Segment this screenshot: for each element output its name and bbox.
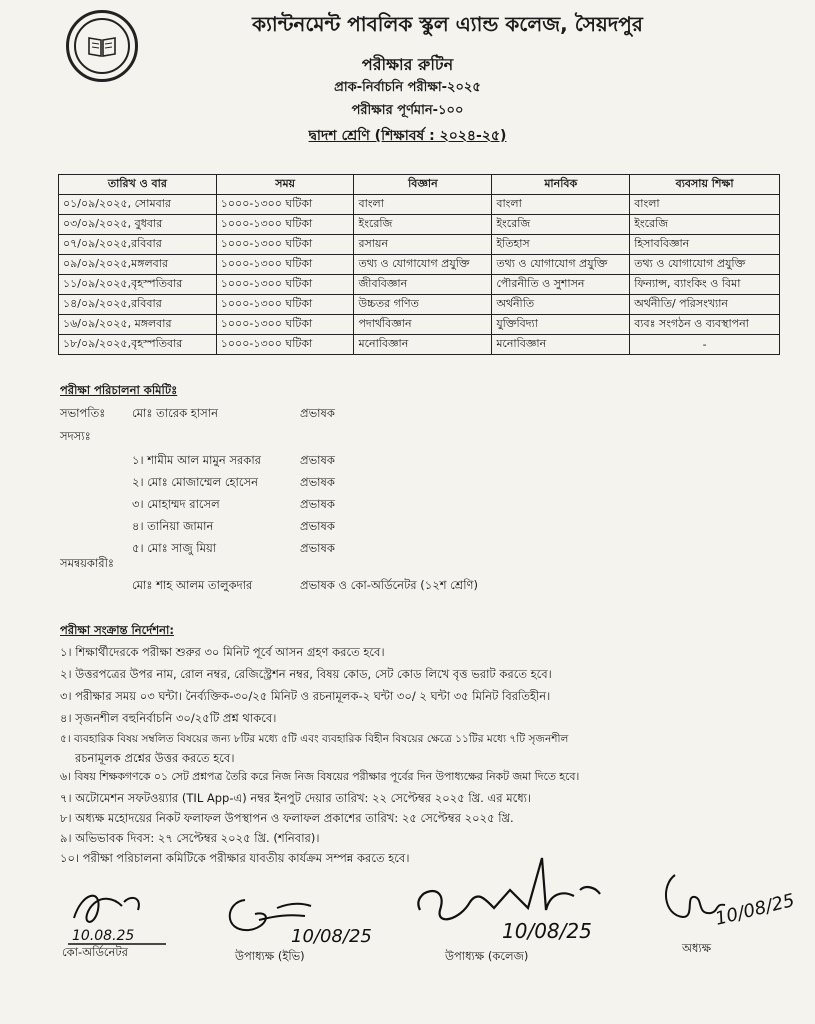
signature-date: 10/08/25 (502, 919, 592, 943)
humanities-cell: অর্থনীতি (492, 295, 630, 315)
vice-principal-college-signature (410, 850, 610, 950)
president-label: সভাপতিঃ (60, 406, 106, 420)
humanities-cell: পৌরনীতি ও সুশাসন (492, 275, 630, 295)
instruction-item: ৮। অধ্যক্ষ মহোদয়ের নিকট ফলাফল উপস্থাপন ও ফলাফল প্রকাশের তারিখ: ২৫ সেপ্টেম্বর ২০২৫ খ্রি. (60, 811, 514, 825)
business-cell: হিসাববিজ্ঞান (630, 235, 780, 255)
instruction-item: ৬। বিষয় শিক্ষকগণকে ০১ সেট প্রশ্নপত্র তৈরি করে নিজ নিজ বিষয়ের পরীক্ষার পূর্বের দিন উপাধ্যক্ষের নিকট জমা দিতে হবে। (60, 770, 580, 783)
member-name: ১। শামীম আল মামুন সরকার (132, 453, 261, 467)
exam-name: প্রাক-নির্বাচনি পরীক্ষা-২০২৫ (334, 80, 481, 95)
signature-date: 10.08.25 (72, 928, 135, 944)
humanities-cell: বাংলা (492, 195, 630, 215)
business-cell: ফিন্যান্স, ব্যাংকিং ও বিমা (630, 275, 780, 295)
instruction-item-continuation: রচনামূলক প্রশ্নের উত্তর করতে হবে। (75, 751, 235, 765)
coordinator-signature (62, 880, 172, 950)
humanities-cell: যুক্তিবিদ্যা (492, 315, 630, 335)
signature-date: 10/08/25 (291, 926, 372, 947)
science-cell: পদার্থবিজ্ঞান (354, 315, 492, 335)
instructions-title: পরীক্ষা সংক্রান্ত নির্দেশনা: (60, 623, 174, 637)
instruction-item: ৫। ব্যবহারিক বিষয় সম্বলিত বিষয়ের জন্য ৮টির মধ্যে ৫টি এবং ব্যবহারিক বিহীন বিষয়ের ক্ষেত্রে ১১টির মধ্যে ৭টি সৃজনশীল (60, 733, 569, 745)
member-name: ৪। তানিয়া জামান (132, 519, 214, 533)
table-row (59, 215, 780, 235)
instruction-item: ২। উত্তরপত্রের উপর নাম, রোল নম্বর, রেজিস্ট্রেশন নম্বর, বিষয় কোড, সেট কোড লিখে বৃত্ত ভরাট করতে হবে। (60, 667, 552, 681)
member-designation: প্রভাষক (300, 453, 335, 467)
instruction-item: ৭। অটোমেশন সফটওয়্যার (TIL App-এ) নম্বর ইনপুট দেয়ার তারিখ: ২২ সেপ্টেম্বর ২০২৫ খ্রি. এর মধ্যে। (60, 791, 532, 805)
member-designation: প্রভাষক (300, 519, 335, 533)
column-header: বিজ্ঞান (354, 175, 492, 195)
science-cell: উচ্চতর গণিত (354, 295, 492, 315)
instruction-item: ৯। অভিভাবক দিবস: ২৭ সেপ্টেম্বর ২০২৫ খ্রি. (শনিবার)। (60, 831, 320, 845)
date-cell: ০১/০৯/২০২৫, সোমবার (59, 195, 217, 215)
coordinator-designation: প্রভাষক ও কো-অর্ডিনেটর (১২শ শ্রেণি) (300, 578, 478, 592)
time-cell: ১০০০-১৩০০ ঘটিকা (216, 235, 354, 255)
science-cell: রসায়ন (354, 235, 492, 255)
science-cell: তথ্য ও যোগাযোগ প্রযুক্তি (354, 255, 492, 275)
humanities-cell: ইতিহাস (492, 235, 630, 255)
coordinator-name: মোঃ শাহ আলম তালুকদার (132, 578, 253, 592)
time-cell: ১০০০-১৩০০ ঘটিকা (216, 275, 354, 295)
date-cell: ০৩/০৯/২০২৫, বুধবার (59, 215, 217, 235)
class-line: দ্বাদশ শ্রেণি (শিক্ষাবর্ষ : ২০২৪-২৫) (308, 128, 507, 144)
humanities-cell: ইংরেজি (492, 215, 630, 235)
table-row (59, 295, 780, 315)
coordinator-label: কো-অর্ডিনেটর (62, 945, 128, 959)
date-cell: ১৪/০৯/২০২৫,রবিবার (59, 295, 217, 315)
science-cell: জীববিজ্ঞান (354, 275, 492, 295)
time-cell: ১০০০-১৩০০ ঘটিকা (216, 195, 354, 215)
committee-title: পরীক্ষা পরিচালনা কমিটিঃ (60, 383, 178, 397)
column-header: মানবিক (492, 175, 630, 195)
member-name: ৫। মোঃ সাজু মিয়া (132, 541, 217, 555)
president-name: মোঃ তারেক হাসান (132, 406, 218, 420)
business-cell: ইংরেজি (630, 215, 780, 235)
member-designation: প্রভাষক (300, 475, 335, 489)
science-cell: ইংরেজি (354, 215, 492, 235)
science-cell: বাংলা (354, 195, 492, 215)
members-label: সদস্যঃ (60, 429, 91, 443)
column-header: ব্যবসায় শিক্ষা (630, 175, 780, 195)
business-cell: - (630, 335, 780, 355)
instruction-item: ৩। পরীক্ষার সময় ০৩ ঘন্টা। নৈর্ব্যক্তিক-৩০/২৫ মিনিট ও রচনামূলক-২ ঘন্টা ৩০/ ২ ঘন্টা ৩৫ মিনিট বিরতিহীন। (60, 689, 551, 703)
humanities-cell: তথ্য ও যোগাযোগ প্রযুক্তি (492, 255, 630, 275)
business-cell: ব্যবঃ সংগঠন ও ব্যবস্থাপনা (630, 315, 780, 335)
document-title: পরীক্ষার রুটিন (361, 55, 454, 74)
vice-principal-ev-label: উপাধ্যক্ষ (ইভি) (235, 949, 305, 963)
member-designation: প্রভাষক (300, 497, 335, 511)
time-cell: ১০০০-১৩০০ ঘটিকা (216, 335, 354, 355)
time-cell: ১০০০-১৩০০ ঘটিকা (216, 315, 354, 335)
date-cell: ০৭/০৯/২০২৫,রবিবার (59, 235, 217, 255)
table-header-row (59, 175, 780, 195)
member-designation: প্রভাষক (300, 541, 335, 555)
science-cell: মনোবিজ্ঞান (354, 335, 492, 355)
date-cell: ০৯/০৯/২০২৫,মঙ্গলবার (59, 255, 217, 275)
full-marks: পরীক্ষার পূর্ণমান-১০০ (351, 103, 464, 118)
instruction-item: ৪। সৃজনশীল বহুনির্বাচনি ৩০/২৫টি প্রশ্ন থাকবে। (60, 711, 277, 725)
vice-principal-ev-signature (215, 880, 385, 950)
school-name: ক্যান্টনমেন্ট পাবলিক স্কুল এ্যান্ড কলেজ, সৈয়দপুর (252, 12, 643, 36)
president-designation: প্রভাষক (300, 406, 335, 420)
table-row (59, 255, 780, 275)
principal-label: অধ্যক্ষ (682, 941, 712, 955)
column-header: তারিখ ও বার (59, 175, 217, 195)
instruction-item: ১০। পরীক্ষা পরিচালনা কমিটিকে পরীক্ষার যাবতীয় কার্যক্রম সম্পন্ন করতে হবে। (60, 851, 410, 865)
date-cell: ১১/০৯/২০২৫,বৃহস্পতিবার (59, 275, 217, 295)
time-cell: ১০০০-১৩০০ ঘটিকা (216, 255, 354, 275)
date-cell: ১৮/০৯/২০২৫,বৃহস্পতিবার (59, 335, 217, 355)
instruction-item: ১। শিক্ষার্থীদেরকে পরীক্ষা শুরুর ৩০ মিনিট পূর্বে আসন গ্রহণ করতে হবে। (60, 645, 385, 659)
column-header: সময় (216, 175, 354, 195)
business-cell: তথ্য ও যোগাযোগ প্রযুক্তি (630, 255, 780, 275)
table-row (59, 275, 780, 295)
time-cell: ১০০০-১৩০০ ঘটিকা (216, 215, 354, 235)
table-row (59, 195, 780, 215)
date-cell: ১৬/০৯/২০২৫, মঙ্গলবার (59, 315, 217, 335)
vice-principal-college-label: উপাধ্যক্ষ (কলেজ) (445, 949, 529, 963)
coordinator-label: সমন্বয়কারীঃ (60, 556, 114, 570)
member-name: ২। মোঃ মোজাম্মেল হোসেন (132, 475, 258, 489)
humanities-cell: মনোবিজ্ঞান (492, 335, 630, 355)
member-name: ৩। মোহাম্মদ রাসেল (132, 497, 220, 511)
table-row (59, 315, 780, 335)
time-cell: ১০০০-১৩০০ ঘটিকা (216, 295, 354, 315)
business-cell: অর্থনীতি/ পরিসংখ্যান (630, 295, 780, 315)
routine-table (58, 174, 780, 355)
signature-date: 10/08/25 (713, 889, 797, 930)
business-cell: বাংলা (630, 195, 780, 215)
table-row (59, 235, 780, 255)
table-row (59, 335, 780, 355)
principal-signature (655, 855, 810, 945)
